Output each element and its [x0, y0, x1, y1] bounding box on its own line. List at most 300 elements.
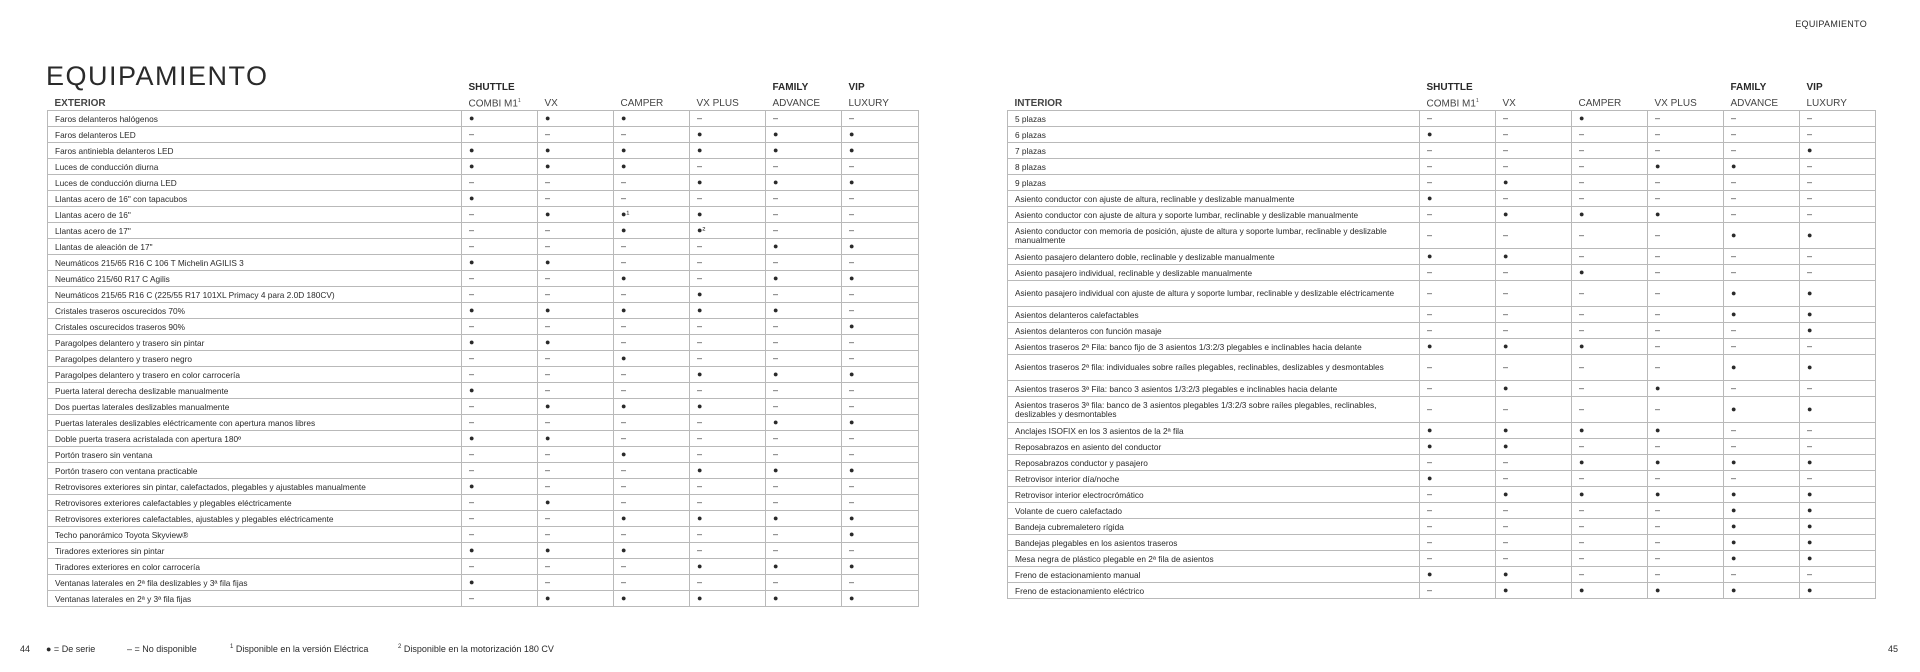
feature-label: Reposabrazos conductor y pasajero [1008, 455, 1420, 471]
footnote-1 [230, 644, 368, 654]
availability-cell: ● [842, 175, 919, 191]
feature-label: Asientos traseros 2ª fila: individuales sobre raíles plegables, reclinables, deslizables y desmontables [1008, 355, 1420, 381]
availability-cell: – [1724, 423, 1800, 439]
availability-cell: – [462, 351, 538, 367]
availability-cell: – [690, 383, 766, 399]
table-row [1008, 339, 1876, 355]
availability-cell: – [1572, 355, 1648, 381]
availability-cell: – [462, 415, 538, 431]
availability-cell: ● [1800, 143, 1876, 159]
availability-cell: – [614, 559, 690, 575]
availability-cell: – [1572, 281, 1648, 307]
table-row [1008, 143, 1876, 159]
table-row [48, 351, 919, 367]
availability-cell: – [766, 543, 842, 559]
feature-label: Tiradores exteriores en color carrocería [48, 559, 462, 575]
interior-equipment-table [1007, 81, 1876, 599]
table-row [1008, 223, 1876, 249]
availability-cell: ● [462, 383, 538, 399]
availability-cell: ● [842, 367, 919, 383]
column-header-label: ADVANCE [772, 98, 821, 110]
availability-cell: ● [1724, 159, 1800, 175]
availability-cell: – [538, 271, 614, 287]
footnote-1-mark: 1 [230, 644, 234, 650]
availability-cell: – [842, 495, 919, 511]
column-header-line2 [462, 95, 538, 111]
availability-cell: – [1724, 339, 1800, 355]
column-header-line1 [538, 81, 614, 95]
availability-cell: ● [766, 591, 842, 607]
column-header-line1 [690, 81, 766, 95]
availability-cell: – [842, 303, 919, 319]
feature-label: Asiento conductor con memoria de posición, ajuste de altura y soporte lumbar, reclinable y deslizable manualmente [1008, 223, 1420, 249]
footnote-2 [398, 644, 554, 654]
availability-cell: – [1648, 551, 1724, 567]
availability-cell: – [766, 223, 842, 239]
footnote-2-mark: 2 [398, 644, 402, 650]
feature-label: Neumáticos 215/65 R16 C (225/55 R17 101XL Primacy 4 para 2.0D 180CV) [48, 287, 462, 303]
availability-cell: – [538, 287, 614, 303]
header-blank [1008, 81, 1420, 95]
availability-cell: – [766, 399, 842, 415]
availability-cell: ● [1724, 281, 1800, 307]
availability-cell: – [462, 367, 538, 383]
column-header-line2 [1420, 95, 1496, 111]
table-row [48, 207, 919, 223]
legend-standard: ● = De serie [46, 644, 96, 654]
column-header-label: CAMPER [1578, 98, 1622, 110]
feature-label: Asiento conductor con ajuste de altura, reclinable y deslizable manualmente [1008, 191, 1420, 207]
availability-cell: – [462, 559, 538, 575]
availability-cell: – [614, 191, 690, 207]
table-row [1008, 207, 1876, 223]
availability-cell: ● [1648, 207, 1724, 223]
availability-cell: ● [614, 223, 690, 239]
availability-cell: – [1724, 381, 1800, 397]
availability-cell: ● [538, 159, 614, 175]
feature-label: Cristales traseros oscurecidos 70% [48, 303, 462, 319]
feature-label: Retrovisor interior día/noche [1008, 471, 1420, 487]
header-row-bottom [1008, 95, 1876, 111]
availability-cell: ● [614, 303, 690, 319]
column-header-label: VX PLUS [696, 98, 739, 110]
availability-cell: – [1420, 583, 1496, 599]
availability-cell: ● [1724, 223, 1800, 249]
table-row [48, 335, 919, 351]
availability-cell: – [1648, 397, 1724, 423]
availability-cell: ● [690, 511, 766, 527]
column-header-line2 [1496, 95, 1572, 111]
availability-cell: – [1572, 249, 1648, 265]
table-row [48, 511, 919, 527]
availability-cell: ● [1724, 397, 1800, 423]
column-header-line2 [690, 95, 766, 111]
table-row [1008, 323, 1876, 339]
availability-cell: ● [538, 255, 614, 271]
table-row [1008, 551, 1876, 567]
availability-cell: – [842, 351, 919, 367]
column-header-line2 [842, 95, 919, 111]
availability-cell: – [1724, 127, 1800, 143]
availability-cell: – [766, 319, 842, 335]
availability-cell: – [690, 431, 766, 447]
availability-cell: – [1420, 223, 1496, 249]
feature-label: Asientos traseros 2ª Fila: banco fijo de 3 asientos 1/3:2/3 plegables e inclinables hacia delante [1008, 339, 1420, 355]
availability-cell: – [1572, 307, 1648, 323]
table-row [1008, 535, 1876, 551]
availability-cell: ● [1648, 455, 1724, 471]
availability-cell: – [690, 543, 766, 559]
feature-label: Paragolpes delantero y trasero negro [48, 351, 462, 367]
table-row [48, 175, 919, 191]
availability-cell: – [842, 431, 919, 447]
availability-cell: – [1724, 249, 1800, 265]
availability-cell: – [614, 527, 690, 543]
availability-cell: ● [462, 159, 538, 175]
availability-cell: ● [690, 207, 766, 223]
availability-cell: – [1724, 175, 1800, 191]
table-row [1008, 503, 1876, 519]
availability-cell: ● [462, 575, 538, 591]
table-row [48, 479, 919, 495]
availability-cell: – [1724, 471, 1800, 487]
feature-label: 6 plazas [1008, 127, 1420, 143]
table-row [48, 415, 919, 431]
availability-cell: – [1496, 355, 1572, 381]
availability-cell: ● [842, 127, 919, 143]
column-header-label: LUXURY [1806, 98, 1847, 110]
availability-cell: – [462, 399, 538, 415]
availability-cell: ● [1724, 551, 1800, 567]
footnote-2-text: Disponible en la motorización 180 CV [401, 644, 554, 654]
availability-cell: ● [538, 543, 614, 559]
availability-cell: – [1648, 503, 1724, 519]
availability-cell: – [690, 351, 766, 367]
availability-cell: – [1496, 159, 1572, 175]
availability-cell: – [1724, 143, 1800, 159]
availability-cell: ● [1496, 567, 1572, 583]
availability-cell: – [1800, 339, 1876, 355]
availability-cell: ● [842, 527, 919, 543]
availability-cell: – [1496, 265, 1572, 281]
table-row [48, 239, 919, 255]
feature-label: Luces de conducción diurna [48, 159, 462, 175]
availability-cell: – [538, 527, 614, 543]
availability-cell: – [462, 223, 538, 239]
availability-cell: – [1648, 323, 1724, 339]
column-header-line1 [1572, 81, 1648, 95]
category-heading: INTERIOR [1014, 98, 1063, 110]
page-title: EQUIPAMIENTO [46, 61, 269, 92]
availability-cell: ● [766, 367, 842, 383]
table-row [1008, 487, 1876, 503]
availability-cell: ● [1800, 307, 1876, 323]
availability-cell: – [1724, 111, 1800, 127]
availability-cell: ● [1800, 535, 1876, 551]
availability-cell: – [1420, 265, 1496, 281]
table-row [48, 447, 919, 463]
column-header-label: VX [544, 98, 558, 110]
feature-label: Faros delanteros LED [48, 127, 462, 143]
table-row [48, 159, 919, 175]
column-header-line1 [1496, 81, 1572, 95]
availability-cell: ● [1800, 519, 1876, 535]
availability-cell: – [538, 191, 614, 207]
availability-cell: – [1496, 223, 1572, 249]
availability-cell: – [1420, 159, 1496, 175]
availability-cell: ● [1724, 487, 1800, 503]
availability-cell: – [842, 479, 919, 495]
availability-cell: – [842, 159, 919, 175]
availability-cell: – [462, 511, 538, 527]
availability-cell: – [1496, 397, 1572, 423]
availability-cell: ● [690, 399, 766, 415]
feature-label: Volante de cuero calefactado [1008, 503, 1420, 519]
feature-label: Ventanas laterales en 2ª y 3ª fila fijas [48, 591, 462, 607]
column-header-line1: VIP [1806, 82, 1823, 93]
column-header-line1 [614, 81, 690, 95]
availability-cell: ● [766, 559, 842, 575]
exterior-equipment-table [47, 81, 919, 607]
table-row [48, 463, 919, 479]
availability-cell: – [842, 255, 919, 271]
availability-cell: – [690, 495, 766, 511]
table-row [48, 383, 919, 399]
feature-label: Luces de conducción diurna LED [48, 175, 462, 191]
availability-cell: – [538, 575, 614, 591]
availability-cell: – [538, 127, 614, 143]
availability-cell: – [538, 415, 614, 431]
availability-cell: ● [766, 175, 842, 191]
availability-cell: ● [690, 287, 766, 303]
availability-cell: ● [1572, 455, 1648, 471]
table-row [1008, 381, 1876, 397]
availability-cell: ● [1572, 487, 1648, 503]
feature-label: Asientos traseros 3ª Fila: banco 3 asientos 1/3:2/3 plegables e inclinables hacia delante [1008, 381, 1420, 397]
column-header-line2 [1572, 95, 1648, 111]
availability-cell: – [1572, 159, 1648, 175]
header-row-top [1008, 81, 1876, 95]
availability-cell: – [1648, 281, 1724, 307]
availability-cell: ● [1648, 381, 1724, 397]
availability-cell: – [614, 127, 690, 143]
availability-cell: – [690, 191, 766, 207]
feature-label: Puertas laterales deslizables eléctricamente con apertura manos libres [48, 415, 462, 431]
availability-cell: ● [1724, 583, 1800, 599]
availability-cell: – [842, 287, 919, 303]
availability-cell: – [842, 335, 919, 351]
availability-cell: – [1800, 381, 1876, 397]
availability-cell: – [462, 527, 538, 543]
table-row [48, 591, 919, 607]
availability-cell: ● [766, 271, 842, 287]
feature-label: Asientos delanteros con función masaje [1008, 323, 1420, 339]
column-header-line1: VIP [848, 82, 865, 93]
availability-cell: – [1648, 519, 1724, 535]
availability-cell: ● [766, 415, 842, 431]
availability-cell: ● [1800, 281, 1876, 307]
feature-label: Asiento pasajero individual con ajuste de altura y soporte lumbar, reclinable y deslizable eléctricamente [1008, 281, 1420, 307]
availability-cell: ● [1572, 339, 1648, 355]
availability-cell: ● [842, 271, 919, 287]
availability-cell: ● [462, 303, 538, 319]
availability-cell: ● [462, 431, 538, 447]
availability-cell: ● [538, 143, 614, 159]
availability-cell: ● [1496, 487, 1572, 503]
availability-cell: – [766, 255, 842, 271]
availability-cell: ● [766, 143, 842, 159]
availability-cell: ● [462, 335, 538, 351]
availability-cell: ● [1496, 423, 1572, 439]
table-row [1008, 439, 1876, 455]
availability-cell: – [462, 463, 538, 479]
availability-cell: – [1420, 207, 1496, 223]
availability-cell: ● [1572, 423, 1648, 439]
availability-cell: ● [842, 239, 919, 255]
column-header-line2 [1724, 95, 1800, 111]
availability-cell: – [842, 399, 919, 415]
availability-cell: – [1648, 223, 1724, 249]
availability-cell: ● [614, 351, 690, 367]
availability-cell: ● [690, 143, 766, 159]
availability-cell: – [1724, 567, 1800, 583]
availability-cell: – [614, 367, 690, 383]
availability-cell: – [1420, 111, 1496, 127]
availability-cell: – [614, 575, 690, 591]
availability-cell: – [766, 287, 842, 303]
availability-cell: ● [538, 207, 614, 223]
availability-cell: – [1648, 175, 1724, 191]
availability-cell: ● [766, 511, 842, 527]
availability-cell: ● [1800, 455, 1876, 471]
availability-cell: ● [842, 319, 919, 335]
feature-label: Techo panorámico Toyota Skyview® [48, 527, 462, 543]
availability-cell: ● [462, 191, 538, 207]
feature-label: Tiradores exteriores sin pintar [48, 543, 462, 559]
availability-cell: – [1800, 249, 1876, 265]
legend-unavailable: – = No disponible [127, 644, 197, 654]
feature-label: Faros antiniebla delanteros LED [48, 143, 462, 159]
table-row [1008, 455, 1876, 471]
table-row [1008, 567, 1876, 583]
availability-cell: – [1724, 191, 1800, 207]
availability-cell: – [462, 319, 538, 335]
availability-cell: ● [1572, 265, 1648, 281]
availability-cell: – [690, 159, 766, 175]
feature-label: Retrovisores exteriores sin pintar, calefactados, plegables y ajustables manualmente [48, 479, 462, 495]
availability-cell: ●² [690, 223, 766, 239]
availability-cell: – [462, 287, 538, 303]
availability-cell: ● [1496, 439, 1572, 455]
availability-cell: – [1496, 519, 1572, 535]
availability-cell: ● [1420, 423, 1496, 439]
availability-cell: – [1648, 339, 1724, 355]
availability-cell: – [690, 319, 766, 335]
availability-cell: ● [1496, 381, 1572, 397]
feature-label: Reposabrazos en asiento del conductor [1008, 439, 1420, 455]
availability-cell: – [1420, 455, 1496, 471]
availability-cell: – [462, 127, 538, 143]
availability-cell: – [842, 575, 919, 591]
availability-cell: – [766, 527, 842, 543]
table-row [1008, 307, 1876, 323]
column-header-line1: FAMILY [772, 82, 809, 93]
availability-cell: – [1800, 567, 1876, 583]
feature-label: Faros delanteros halógenos [48, 111, 462, 127]
availability-cell: – [462, 591, 538, 607]
availability-cell: – [690, 255, 766, 271]
table-row [1008, 175, 1876, 191]
availability-cell: ● [614, 111, 690, 127]
availability-cell: ● [842, 463, 919, 479]
availability-cell: ● [614, 143, 690, 159]
availability-cell: – [1496, 127, 1572, 143]
availability-cell: – [1648, 535, 1724, 551]
availability-cell: – [1496, 111, 1572, 127]
availability-cell: ● [842, 511, 919, 527]
availability-cell: – [1800, 423, 1876, 439]
availability-cell: – [1800, 127, 1876, 143]
availability-cell: ● [538, 591, 614, 607]
feature-label: Bandejas plegables en los asientos traseros [1008, 535, 1420, 551]
table-row [1008, 127, 1876, 143]
availability-cell: ● [1420, 127, 1496, 143]
availability-cell: – [1496, 471, 1572, 487]
availability-cell: – [1724, 323, 1800, 339]
availability-cell: – [842, 191, 919, 207]
feature-label: 7 plazas [1008, 143, 1420, 159]
availability-cell: ● [1648, 159, 1724, 175]
availability-cell: – [1572, 143, 1648, 159]
availability-cell: – [690, 111, 766, 127]
column-header-line1: SHUTTLE [468, 82, 515, 93]
availability-cell: – [1648, 143, 1724, 159]
availability-cell: – [1648, 265, 1724, 281]
feature-label: Llantas acero de 17" [48, 223, 462, 239]
availability-cell: – [690, 575, 766, 591]
availability-cell: – [766, 207, 842, 223]
availability-cell: ● [842, 415, 919, 431]
availability-cell: – [1572, 551, 1648, 567]
feature-label: Llantas de aleación de 17" [48, 239, 462, 255]
table-row [1008, 471, 1876, 487]
feature-label: Anclajes ISOFIX en los 3 asientos de la 2ª fila [1008, 423, 1420, 439]
availability-cell: ● [1572, 207, 1648, 223]
feature-label: Asiento pasajero individual, reclinable y deslizable manualmente [1008, 265, 1420, 281]
table-row [48, 223, 919, 239]
availability-cell: – [1572, 567, 1648, 583]
availability-cell: – [766, 335, 842, 351]
availability-cell: ● [1420, 249, 1496, 265]
availability-cell: – [690, 239, 766, 255]
availability-cell: ● [614, 511, 690, 527]
availability-cell: – [766, 111, 842, 127]
availability-cell: – [1496, 143, 1572, 159]
availability-cell: ● [1724, 355, 1800, 381]
availability-cell: – [1572, 323, 1648, 339]
availability-cell: ● [462, 111, 538, 127]
availability-cell: ● [538, 495, 614, 511]
availability-cell: – [1420, 175, 1496, 191]
availability-cell: – [538, 367, 614, 383]
availability-cell: ● [690, 559, 766, 575]
availability-cell: – [842, 207, 919, 223]
column-header-label: ADVANCE [1730, 98, 1779, 110]
table-row [48, 559, 919, 575]
availability-cell: ● [538, 303, 614, 319]
availability-cell: – [1496, 455, 1572, 471]
column-header-line1: SHUTTLE [1426, 82, 1473, 93]
